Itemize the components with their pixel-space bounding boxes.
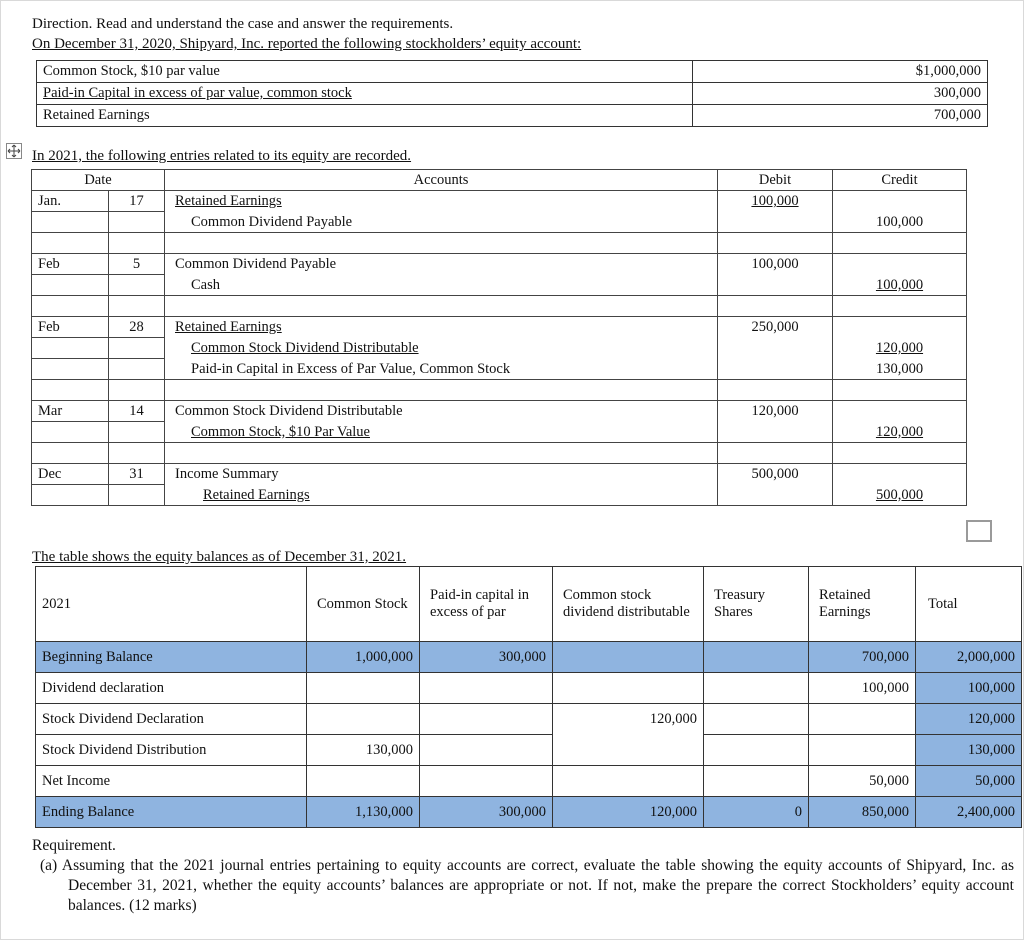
total-cell: 2,000,000	[916, 642, 1022, 673]
direction-text: Direction. Read and understand the case and answer the requirements.	[32, 16, 454, 32]
journal-line	[32, 317, 967, 338]
dist-cell	[553, 642, 704, 673]
entry-day: 5	[109, 254, 165, 275]
entry-account: Common Dividend Payable	[165, 212, 718, 233]
pic-cell: 300,000	[420, 797, 553, 828]
entry-account: Paid-in Capital in Excess of Par Value, Common Stock	[165, 359, 718, 380]
ts-cell	[704, 735, 809, 766]
accounts-header: Accounts	[165, 170, 718, 191]
entry-day: 17	[109, 191, 165, 212]
entry-account: Cash	[165, 275, 718, 296]
row-label: Beginning Balance	[36, 642, 307, 673]
move-handle-icon[interactable]	[6, 143, 22, 159]
requirement-text: (a) Assuming that the 2021 journal entries pertaining to equity accounts are correct, evaluate the table showing the equity accounts of Shipyard, Inc. as December 31, 2021, whether the equity accounts’ balances are appropriate or not. If not, make the prepare the correct Stockholders’ equity account balances. (12 marks)	[40, 857, 1014, 914]
total-cell: 50,000	[916, 766, 1022, 797]
pic-cell	[420, 735, 553, 766]
entry-credit	[833, 191, 967, 212]
journal-header-row	[32, 170, 967, 191]
journal-spacer	[32, 296, 967, 317]
credit-header: Credit	[833, 170, 967, 191]
ts-cell	[704, 704, 809, 735]
re-cell: 100,000	[809, 673, 916, 704]
balances-table	[35, 566, 1022, 828]
row-label: Stock Dividend Distribution	[36, 735, 307, 766]
dist-cell: 120,000	[553, 704, 704, 735]
entry-month: Mar	[32, 401, 109, 422]
journal-spacer	[32, 380, 967, 401]
total-cell: 120,000	[916, 704, 1022, 735]
entry-account: Common Stock Dividend Distributable	[165, 338, 718, 359]
journal-line	[32, 212, 967, 233]
entry-debit: 100,000	[718, 191, 833, 212]
journal-table	[31, 169, 967, 506]
entry-month: Feb	[32, 254, 109, 275]
balances-header-row	[36, 567, 1022, 642]
entry-credit	[833, 317, 967, 338]
equity-amount: 700,000	[693, 105, 988, 127]
entry-credit: 120,000	[833, 422, 967, 443]
pic-cell	[420, 704, 553, 735]
entry-account: Common Stock, $10 Par Value	[165, 422, 718, 443]
entry-credit: 500,000	[833, 485, 967, 506]
cs-cell	[307, 673, 420, 704]
entry-day: 28	[109, 317, 165, 338]
entry-debit	[718, 275, 833, 296]
row-label: Stock Dividend Declaration	[36, 704, 307, 735]
total-cell: 100,000	[916, 673, 1022, 704]
debit-header: Debit	[718, 170, 833, 191]
treasury-header: Treasury Shares	[704, 567, 809, 642]
entry-credit	[833, 254, 967, 275]
entry-month: Jan.	[32, 191, 109, 212]
cs-cell	[307, 704, 420, 735]
entry-credit	[833, 401, 967, 422]
entry-debit: 250,000	[718, 317, 833, 338]
row-label: Ending Balance	[36, 797, 307, 828]
re-cell: 700,000	[809, 642, 916, 673]
equity-account: Paid-in Capital in excess of par value, common stock	[37, 83, 693, 105]
cs-cell: 1,000,000	[307, 642, 420, 673]
entry-account: Income Summary	[165, 464, 718, 485]
entry-debit: 500,000	[718, 464, 833, 485]
equity-row	[37, 105, 988, 127]
entry-month: Dec	[32, 464, 109, 485]
requirement-section	[32, 836, 1014, 916]
re-cell	[809, 704, 916, 735]
pic-cell: 300,000	[420, 642, 553, 673]
entry-account: Retained Earnings	[165, 317, 718, 338]
entry-debit: 100,000	[718, 254, 833, 275]
entry-account: Common Dividend Payable	[165, 254, 718, 275]
journal-spacer	[32, 443, 967, 464]
balances-row	[36, 673, 1022, 704]
journal-line	[32, 401, 967, 422]
entry-credit	[833, 464, 967, 485]
cs-cell	[307, 766, 420, 797]
journal-line	[32, 422, 967, 443]
entry-day: 31	[109, 464, 165, 485]
journal-line	[32, 338, 967, 359]
dist-cell	[553, 735, 704, 766]
pic-cell	[420, 673, 553, 704]
paid-in-header: Paid-in capital in excess of par	[420, 567, 553, 642]
pic-cell	[420, 766, 553, 797]
balances-row	[36, 642, 1022, 673]
entry-debit: 120,000	[718, 401, 833, 422]
total-cell: 2,400,000	[916, 797, 1022, 828]
requirement-title: Requirement.	[32, 837, 116, 854]
journal-line	[32, 191, 967, 212]
balances-row	[36, 704, 1022, 735]
journal-spacer	[32, 233, 967, 254]
entry-debit	[718, 422, 833, 443]
equity-amount: 300,000	[693, 83, 988, 105]
entry-credit: 120,000	[833, 338, 967, 359]
entry-account: Retained Earnings	[165, 485, 718, 506]
journal-line	[32, 275, 967, 296]
equity-row	[37, 83, 988, 105]
cs-cell: 130,000	[307, 735, 420, 766]
retained-header: Retained Earnings	[809, 567, 916, 642]
distributable-header: Common stock dividend distributable	[553, 567, 704, 642]
entry-month: Feb	[32, 317, 109, 338]
ts-cell	[704, 642, 809, 673]
equity-account: Retained Earnings	[37, 105, 693, 127]
equity-amount: $1,000,000	[693, 61, 988, 83]
statement-text: On December 31, 2020, Shipyard, Inc. reported the following stockholders’ equity account:	[32, 36, 582, 52]
date-header: Date	[32, 170, 165, 191]
ts-cell	[704, 766, 809, 797]
entry-credit: 100,000	[833, 275, 967, 296]
journal-line	[32, 254, 967, 275]
journal-line	[32, 485, 967, 506]
balances-row	[36, 797, 1022, 828]
entry-day: 14	[109, 401, 165, 422]
entry-debit	[718, 485, 833, 506]
journal-line	[32, 464, 967, 485]
row-label: Net Income	[36, 766, 307, 797]
ts-cell	[704, 673, 809, 704]
equity-account: Common Stock, $10 par value	[37, 61, 693, 83]
year-header: 2021	[36, 567, 307, 642]
entry-account: Retained Earnings	[165, 191, 718, 212]
dist-cell	[553, 673, 704, 704]
re-cell	[809, 735, 916, 766]
dist-cell: 120,000	[553, 797, 704, 828]
entry-debit	[718, 338, 833, 359]
journal-intro: In 2021, the following entries related to its equity are recorded.	[32, 148, 412, 164]
equity-row	[37, 61, 988, 83]
total-header: Total	[916, 567, 1022, 642]
equity-2020-table	[36, 60, 988, 127]
entry-credit: 100,000	[833, 212, 967, 233]
entry-debit	[718, 212, 833, 233]
entry-credit: 130,000	[833, 359, 967, 380]
cs-cell: 1,130,000	[307, 797, 420, 828]
total-cell: 130,000	[916, 735, 1022, 766]
common-stock-header: Common Stock	[307, 567, 420, 642]
re-cell: 850,000	[809, 797, 916, 828]
balances-row	[36, 735, 1022, 766]
entry-account: Common Stock Dividend Distributable	[165, 401, 718, 422]
checkbox-icon[interactable]	[966, 520, 992, 542]
ts-cell: 0	[704, 797, 809, 828]
balances-intro: The table shows the equity balances as of December 31, 2021.	[32, 549, 407, 565]
row-label: Dividend declaration	[36, 673, 307, 704]
dist-cell	[553, 766, 704, 797]
entry-debit	[718, 359, 833, 380]
balances-row	[36, 766, 1022, 797]
re-cell: 50,000	[809, 766, 916, 797]
journal-line	[32, 359, 967, 380]
